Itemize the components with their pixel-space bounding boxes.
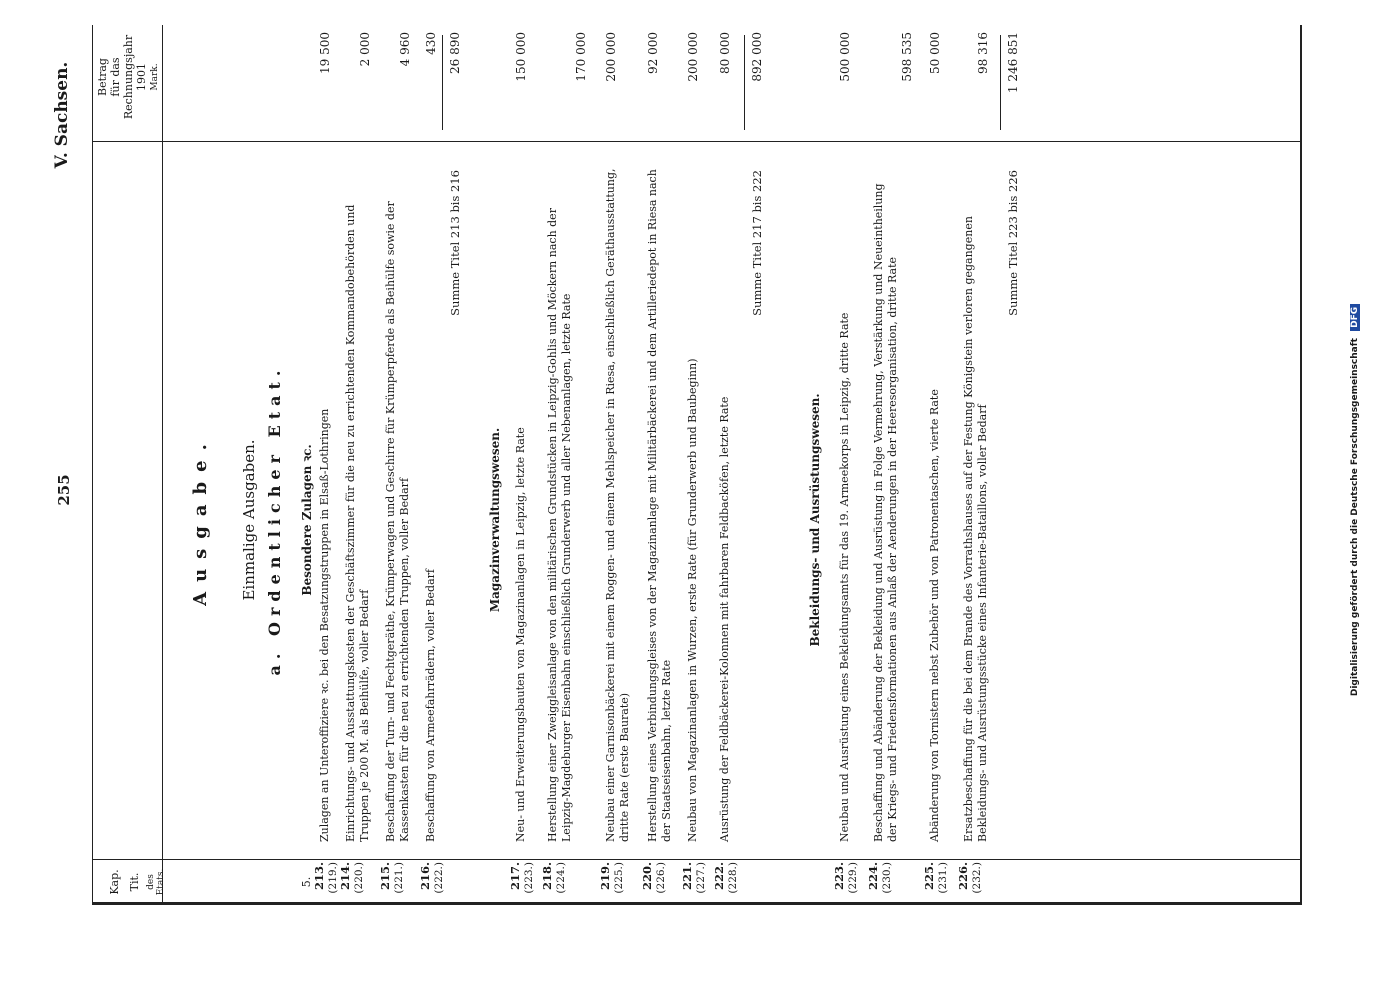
title-amount: 2 000 (358, 32, 372, 67)
page-title: Ausgabe. (190, 434, 211, 606)
title-description: Neubau und Ausrüstung eines Bekleidungsamts für das 19. Armeekorps in Leipzig, dritte Rate (838, 312, 851, 842)
title-number: 216. (222.) (418, 862, 445, 894)
subtotal-label: Summe Titel 213 bis 216 (448, 170, 462, 316)
tit-column-label: Tit. (128, 872, 141, 892)
title-amount: 430 (424, 32, 438, 55)
title-amount: 92 000 (646, 32, 660, 74)
dfg-logo: DFG (1350, 304, 1360, 331)
title-amount: 170 000 (574, 32, 588, 82)
amount-column-header (96, 22, 148, 132)
title-number: 218. (224.) (540, 862, 567, 894)
kap-number: 5. (300, 876, 313, 888)
section-a-heading: a. Ordentlicher Etat. (265, 364, 284, 676)
subtotal-amount: 26 890 (448, 32, 462, 74)
section-a1-heading: Besondere Zulagen ꝛc. (300, 444, 314, 596)
title-description: Einrichtungs- und Ausstattungskosten der Geschäftszimmer für die neu zu errichtenden Kommandobehörden und Truppen je 200 M. als Beihülfe, voller Bedarf (344, 204, 371, 842)
section-a2-heading: Magazinverwaltungswesen. (488, 427, 502, 613)
sum-rule (1000, 35, 1001, 130)
title-amount: 200 000 (604, 32, 618, 82)
region-header: V. Sachsen. (52, 61, 72, 169)
title-amount: 500 000 (838, 32, 852, 82)
sum-rule (442, 35, 443, 130)
title-description: Neu- und Erweiterungsbauten von Magazinanlagen in Leipzig, letzte Rate (514, 427, 527, 842)
subtitle: Einmalige Ausgaben. (240, 439, 258, 601)
title-description: Zulagen an Unteroffiziere ꝛc. bei den Besatzungstruppen in Elsaß-Lothringen (318, 408, 331, 842)
title-amount: 80 000 (718, 32, 732, 74)
digitization-credit (1350, 20, 1360, 980)
amount-column-rule (92, 141, 1302, 142)
title-description: Beschaffung der Turn- und Fechtgeräthe, Krümperwagen und Geschirre für Krümperpferde als Beihülfe sowie der Kassenkasten für die neu zu errichtenden Truppen, voller Bedarf (384, 201, 411, 842)
title-amount: 98 316 (976, 32, 990, 74)
top-rule (92, 25, 93, 905)
title-description: Ausrüstung der Feldbäckerei-Kolonnen mit fahrbaren Feldbacköfen, letzte Rate (718, 396, 731, 842)
page-number: 255 (55, 474, 73, 506)
digitization-credit-text: Digitalisierung gefördert durch die Deutsche Forschungsgemeinschaft (1350, 338, 1360, 697)
title-amount: 19 500 (318, 32, 332, 74)
subtotal-amount: 1 246 851 (1006, 32, 1020, 94)
title-description: Neubau einer Garnisonbäckerei mit einem Roggen- und einem Mehlspeicher in Riesa, einschließlich Geräthausstattung, dritte Rate (erste Baurate) (604, 168, 631, 842)
title-description: Neubau von Magazinanlagen in Wurzen, erste Rate (für Grunderwerb und Baubeginn) (686, 358, 699, 842)
title-description: Beschaffung von Armeefahrrädern, voller Bedarf (424, 569, 437, 842)
sum-rule (744, 35, 745, 130)
title-description: Herstellung eines Verbindungsgleises von der Magazinanlage mit Militärbäckerei und dem Artilleriedepot in Riesa nach der Staatseisenbahn, letzte Rate (646, 169, 673, 842)
title-number: 217. (223.) (508, 862, 535, 894)
title-amount: 598 535 (900, 32, 914, 82)
des-etats-label: des Etats. (146, 868, 166, 896)
title-number: 215. (221.) (378, 862, 405, 894)
subtotal-label: Summe Titel 223 bis 226 (1006, 170, 1020, 316)
header-bottom-rule (162, 25, 163, 905)
title-amount: 50 000 (928, 32, 942, 74)
currency-mark: Mark. (150, 63, 160, 91)
bottom-rule (1300, 25, 1302, 905)
title-amount: 200 000 (686, 32, 700, 82)
subtotal-amount: 892 000 (750, 32, 764, 82)
title-amount: 150 000 (514, 32, 528, 82)
title-amount: 4 960 (398, 32, 412, 67)
title-number: 219. (225.) (598, 862, 625, 894)
amount-head-line-1: Betrag (96, 58, 109, 96)
num-column-rule (92, 859, 1302, 860)
title-number: 221. (227.) (680, 862, 707, 894)
amount-head-line-3: Rechnungsjahr (122, 34, 135, 120)
section-a3-heading: Bekleidungs- und Ausrüstungswesen. (808, 393, 822, 647)
title-number: 224. (230.) (866, 862, 893, 894)
amount-head-line-2: für das (109, 57, 122, 97)
title-description: Ersatzbeschaffung für die bei dem Brande des Vorrathshauses auf der Festung Königstein verloren gegangenen Bekleidungs- und Ausrüstungsstücke eines Infanterie-Bataillons, voller Bedarf (962, 216, 989, 842)
title-number: 213. (219.) (312, 862, 339, 894)
title-number: 222. (228.) (712, 862, 739, 894)
title-number: 226. (232.) (956, 862, 983, 894)
title-description: Herstellung einer Zweiggleisanlage von den militärischen Grundstücken in Leipzig-Gohlis und Möckern nach der Leipzig-Magdeburger Eisenbahn einschließlich Grunderwerb und aller Nebenanlagen, letzte Rate (546, 208, 573, 842)
title-description: Beschaffung und Abänderung der Bekleidung und Ausrüstung in Folge Vermehrung, Verstärkung und Neueintheilung der Kriegs- und Friedensformationen aus Anlaß der Aenderungen in der Heeresorganisation, dritte Rate (872, 183, 899, 842)
kap-column-label: Kap. (108, 869, 121, 895)
title-description: Abänderung von Tornistern nebst Zubehör und von Patronentaschen, vierte Rate (928, 389, 941, 842)
subtotal-label: Summe Titel 217 bis 222 (750, 170, 764, 316)
amount-head-line-4: 1901 (135, 63, 148, 91)
title-number: 225. (231.) (922, 862, 949, 894)
title-number: 214. (220.) (338, 862, 365, 894)
title-number: 220. (226.) (640, 862, 667, 894)
title-number: 223. (229.) (832, 862, 859, 894)
